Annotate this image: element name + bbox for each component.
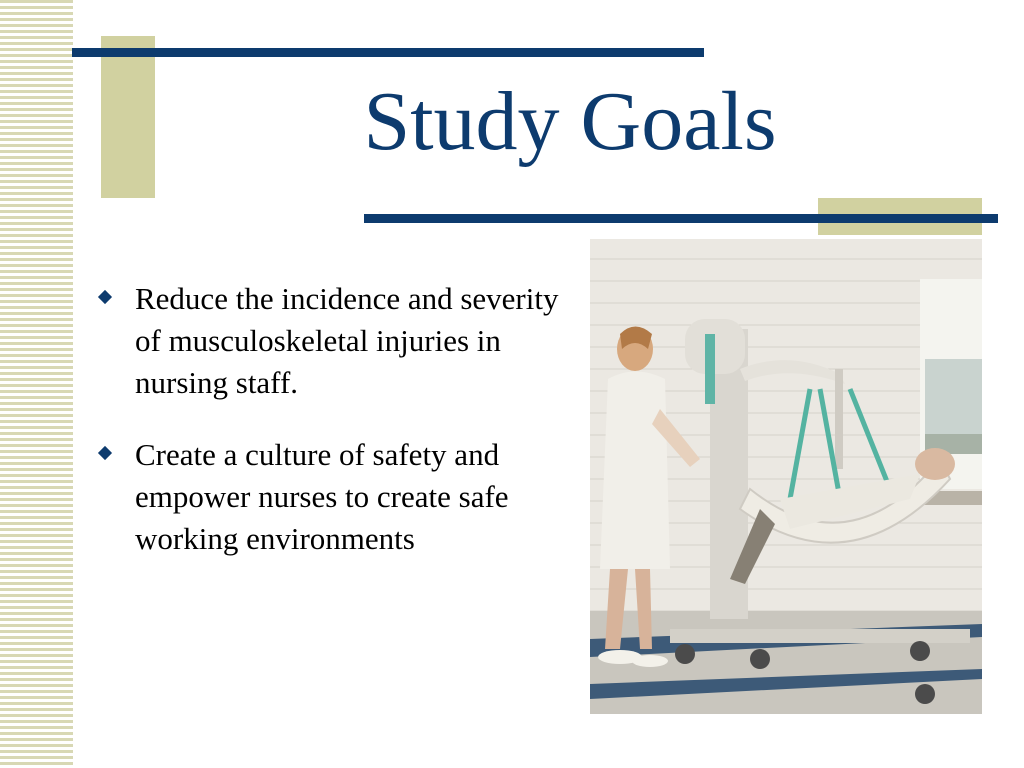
slide-title: Study Goals bbox=[363, 75, 777, 168]
bullet-text: Reduce the incidence and severity of musculoskeletal injuries in nursing staff. bbox=[135, 281, 559, 400]
tan-accent-block-top bbox=[101, 36, 155, 198]
bullet-item bbox=[100, 434, 580, 560]
bullet-item bbox=[100, 278, 580, 404]
navy-rule-bottom bbox=[364, 214, 998, 223]
navy-rule-top bbox=[72, 48, 704, 57]
bullet-list bbox=[100, 278, 580, 590]
diamond-bullet-icon bbox=[98, 446, 112, 460]
bullet-text: Create a culture of safety and empower nurses to create safe working environments bbox=[135, 437, 509, 556]
diamond-bullet-icon bbox=[98, 290, 112, 304]
nurse-patient-lift-photo bbox=[590, 239, 982, 714]
left-striped-border bbox=[0, 0, 73, 768]
